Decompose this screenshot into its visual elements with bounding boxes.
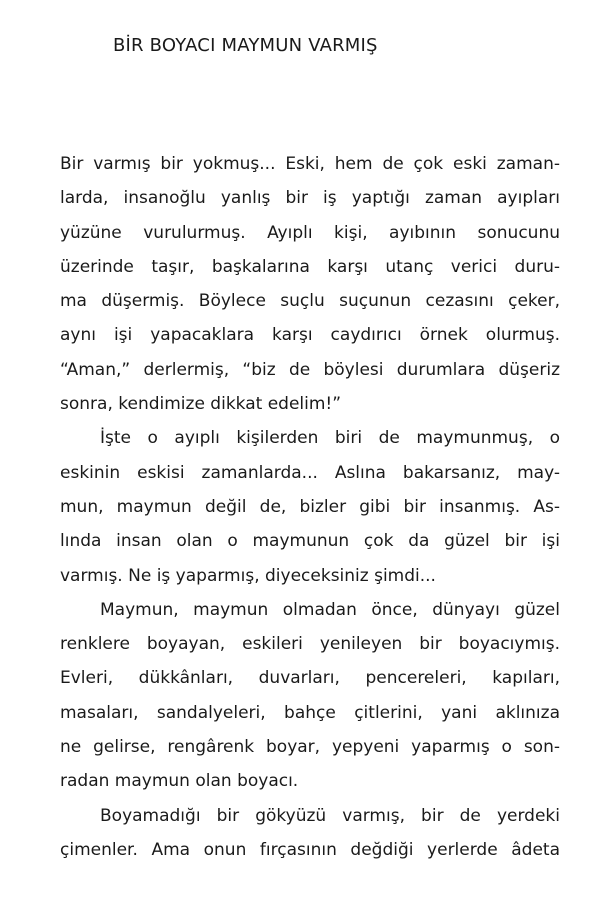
body-text xyxy=(60,147,560,867)
text-line: lında insan olan o maymunun çok da güzel bir işi xyxy=(60,531,560,552)
text-line: “Aman,” derlermiş, “biz de böylesi durumlara düşeriz xyxy=(60,359,560,380)
text-line: eskinin eskisi zamanlarda... Aslına bakarsanız, may- xyxy=(60,462,560,483)
text-line: varmış. Ne iş yaparmış, diyeceksiniz şimdi... xyxy=(60,565,436,586)
text-line: renklere boyayan, eskileri yenileyen bir boyacıymış. xyxy=(60,634,560,655)
text-line: larda, insanoğlu yanlış bir iş yaptığı zaman ayıpları xyxy=(60,188,560,209)
chapter-title: BİR BOYACI MAYMUN VARMIŞ xyxy=(113,35,378,56)
text-line: Bir varmış bir yokmuş... Eski, hem de çok eski zaman- xyxy=(60,154,560,174)
text-line: İşte o ayıplı kişilerden biri de maymunmuş, o xyxy=(100,428,560,449)
text-line: mun, maymun değil de, bizler gibi bir insanmış. As- xyxy=(60,496,560,517)
text-line: sonra, kendimize dikkat edelim!” xyxy=(60,394,342,415)
text-line: radan maymun olan boyacı. xyxy=(60,771,299,792)
text-line: yüzüne vurulurmuş. Ayıplı kişi, ayıbının sonucunu xyxy=(60,222,560,243)
text-line: Boyamadığı bir gökyüzü varmış, bir de yerdeki xyxy=(100,805,560,826)
text-line: üzerinde taşır, başkalarına karşı utanç verici duru- xyxy=(60,256,560,277)
text-line: ma düşermiş. Böylece suçlu suçunun cezasını çeker, xyxy=(60,291,560,312)
text-line: ne gelirse, rengârenk boyar, yepyeni yaparmış o son- xyxy=(60,737,560,758)
text-line: Evleri, dükkânları, duvarları, pencereleri, kapıları, xyxy=(60,668,560,689)
text-line: aynı işi yapacaklara karşı caydırıcı örnek olurmuş. xyxy=(60,325,560,346)
text-line: Maymun, maymun olmadan önce, dünyayı güzel xyxy=(100,599,560,620)
text-line: masaları, sandalyeleri, bahçe çitlerini, yani aklınıza xyxy=(60,702,560,723)
text-line: çimenler. Ama onun fırçasının değdiği yerlerde âdeta xyxy=(60,839,560,860)
